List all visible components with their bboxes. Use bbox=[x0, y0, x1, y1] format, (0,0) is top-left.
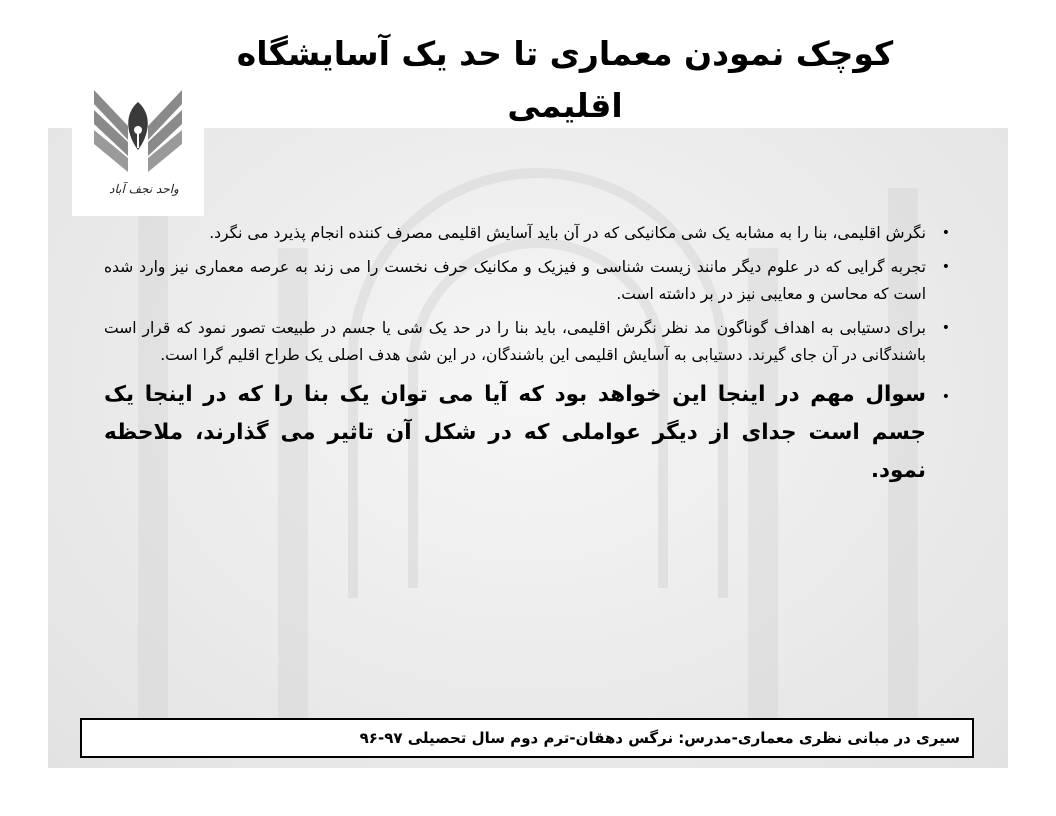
university-logo bbox=[72, 74, 204, 216]
bullet-text: تجربه گرایی که در علوم دیگر مانند زیست شناسی و فیزیک و مکانیک حرف نخست را می زند به عرصه معماری نیز وارد شده است که محاسن و معایبی نیز در بر داشته است. bbox=[104, 258, 926, 303]
slide-footer: سیری در مبانی نظری معماری-مدرس: نرگس دهقان-ترم دوم سال تحصیلی ۹۷-۹۶ bbox=[80, 718, 974, 758]
bullet-text: نگرش اقلیمی، بنا را به مشابه یک شی مکانیکی که در آن باید آسایش اقلیمی مصرف کننده انجام پذیرد می نگرد. bbox=[209, 224, 926, 242]
azad-university-emblem-icon bbox=[90, 80, 186, 184]
bullet-text: برای دستیابی به اهداف گوناگون مد نظر نگرش اقلیمی، باید بنا را در حد یک شی یا جسم در طبیعت تصور نمود که قرار است باشندگانی در آن جای گیرند. دستیابی به آسایش اقلیمی این باشندگان، در این شی هدف اصلی یک طراح اقلیم گرا است. bbox=[104, 319, 926, 364]
bullet-icon: • bbox=[941, 320, 950, 336]
bullet-icon: • bbox=[941, 259, 950, 275]
slide-title: کوچک نمودن معماری تا حد یک آسایشگاه اقلیمی bbox=[236, 34, 894, 125]
bullet-icon: • bbox=[941, 389, 950, 405]
logo-caption: واحد نجف آباد bbox=[109, 182, 179, 196]
bullet-list bbox=[104, 220, 956, 497]
bullet-item bbox=[104, 254, 956, 308]
bullet-icon: • bbox=[941, 225, 950, 241]
bullet-item bbox=[104, 220, 956, 247]
bullet-item bbox=[104, 315, 956, 369]
bullet-text: سوال مهم در اینجا این خواهد بود که آیا می توان یک بنا را که در اینجا یک جسم است جدای از دیگر عواملی که در شکل آن تاثیر می گذارند، ملاحظه نمود. bbox=[104, 382, 926, 483]
bullet-item-question bbox=[104, 376, 956, 490]
